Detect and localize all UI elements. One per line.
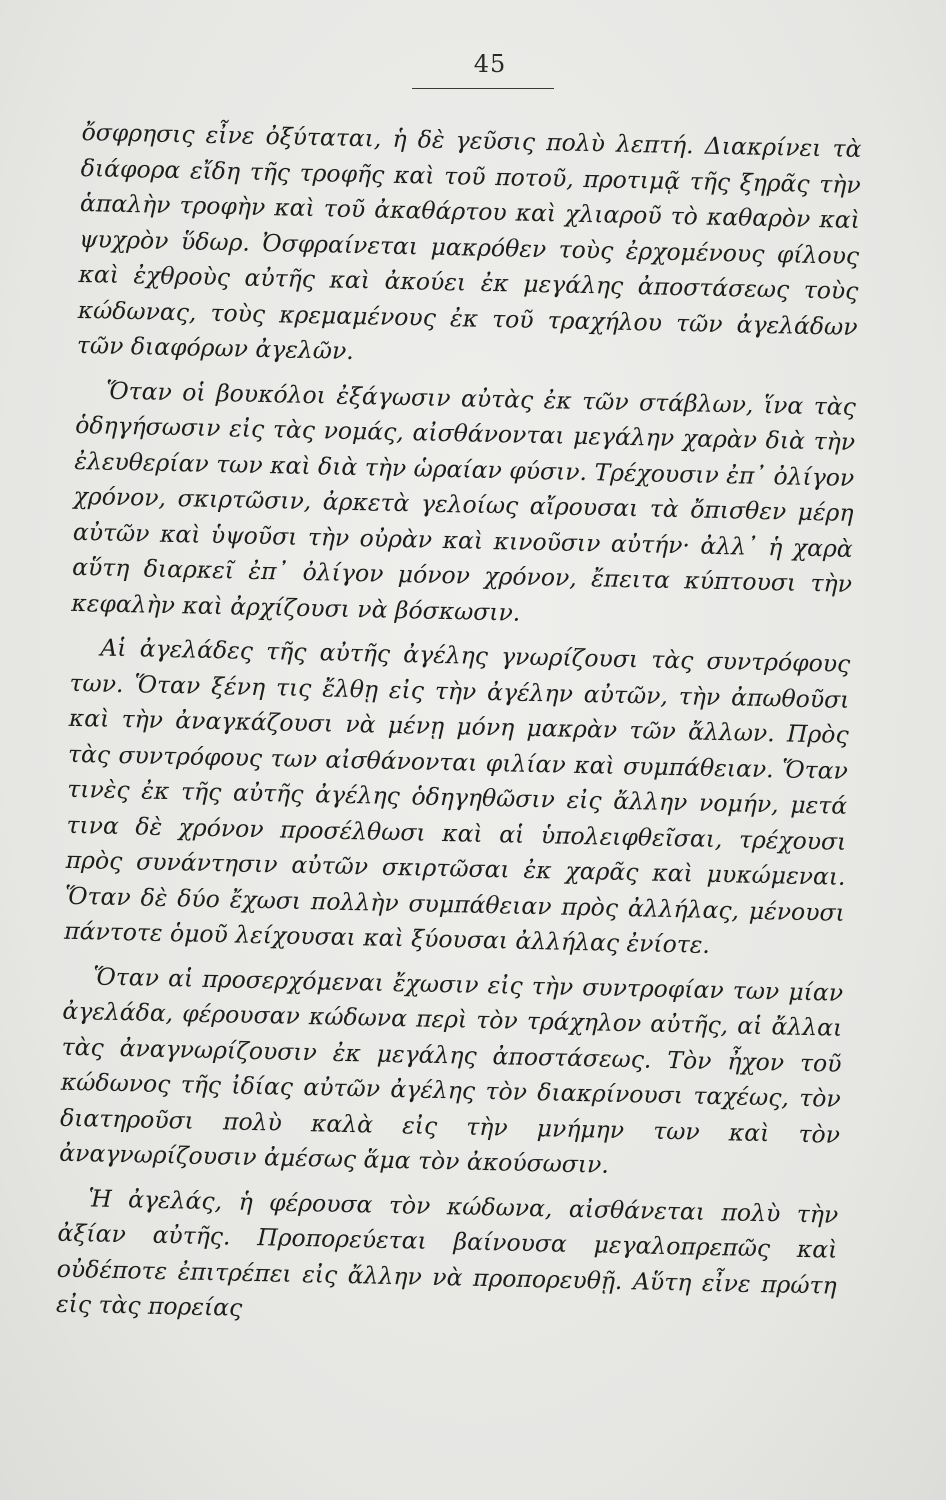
paragraph: Ὅταν οἱ βουκόλοι ἐξάγωσιν αὐτὰς ἐκ τῶν στάβλων, ἵνα τὰς ὁδηγήσωσιν εἰς τὰς νομάς, αἰσθάνονται μεγάλην χαρὰν διὰ τὴν ἐλευθερίαν των καὶ διὰ τὴν ὡραίαν φύσιν. Τρέχουσιν ἐπ᾽ ὀλίγον χρόνον, σκιρτῶσιν, ἀρκετὰ γελοίως αἴρουσαι τὰ ὄπισθεν μέρη αὐτῶν καὶ ὑψοῦσι τὴν οὐρὰν καὶ κινοῦσιν αὐτήν· ἀλλ᾽ ἡ χαρὰ αὕτη διαρκεῖ ἐπ᾽ ὀλίγον μόνον χρόνον, ἔπειτα κύπτουσι τὴν κεφαλὴν καὶ ἀρχίζουσι νὰ βόσκωσιν.	[71, 376, 857, 627]
header-rule	[412, 88, 554, 89]
paragraph: Ὅταν αἱ προσερχόμεναι ἔχωσιν εἰς τὴν συντροφίαν των μίαν ἀγελάδα, φέρουσαν κώδωνα περὶ τὸν τράχηλον αὐτῆς, αἱ ἄλλαι τὰς ἀναγνωρίζουσιν ἐκ μεγάλης ἀποστάσεως. Τὸν ἦχον τοῦ κώδωνος τῆς ἰδίας αὐτῶν ἀγέλης τὸν διακρίνουσι ταχέως, τὸν διατηροῦσι πολὺ καλὰ εἰς τὴν μνήμην των καὶ τὸν ἀναγνωρίζουσιν ἀμέσως ἅμα τὸν ἀκούσωσιν.	[59, 961, 844, 1179]
body-text	[55, 115, 861, 1348]
paragraph: ὄσφρησις εἶνε ὀξύταται, ἡ δὲ γεῦσις πολὺ λεπτή. Διακρίνει τὰ διάφορα εἴδη τῆς τροφῆς καὶ τοῦ ποτοῦ, προτιμᾷ τῆς ξηρᾶς τὴν ἁπαλὴν τροφὴν καὶ τοῦ ἀκαθάρτου καὶ χλιαροῦ τὸ καθαρὸν καὶ ψυχρὸν ὕδωρ. Ὀσφραίνεται μακρόθεν τοὺς ἐρχομένους φίλους καὶ ἐχθροὺς αὐτῆς καὶ ἀκούει ἐκ μεγάλης ἀποστάσεως τοὺς κώδωνας, τοὺς κρεμαμένους ἐκ τοῦ τραχήλου τῶν ἀγελάδων τῶν διαφόρων ἀγελῶν.	[76, 117, 862, 365]
page-number: 45	[473, 50, 507, 78]
paragraph: Ἡ ἀγελάς, ἡ φέρουσα τὸν κώδωνα, αἰσθάνεται πολὺ τὴν ἀξίαν αὐτῆς. Προπορεύεται βαίνουσα μεγαλοπρεπῶς καὶ οὐδέποτε ἐπιτρέπει εἰς ἄλλην νὰ προπορευθῇ. Αὕτη εἶνε πρώτη εἰς τὰς πορείας	[55, 1183, 839, 1322]
paragraph: Αἱ ἀγελάδες τῆς αὐτῆς ἀγέλης γνωρίζουσι τὰς συντρόφους των. Ὅταν ξένη τις ἔλθῃ εἰς τὴν ἀγέλην αὐτῶν, τὴν ἀπωθοῦσι καὶ τὴν ἀναγκάζουσι νὰ μένῃ μόνη μακρὰν τῶν ἄλλων. Πρὸς τὰς συντρόφους των αἰσθάνονται φιλίαν καὶ συμπάθειαν. Ὅταν τινὲς ἐκ τῆς αὐτῆς ἀγέλης ὁδηγηθῶσιν εἰς ἄλλην νομήν, μετά τινα δὲ χρόνον προσέλθωσι καὶ αἱ ὑπολειφθεῖσαι, τρέχουσι πρὸς συνάντησιν αὐτῶν σκιρτῶσαι ἐκ χαρᾶς καὶ μυκώμεναι. Ὅταν δὲ δύο ἔχωσι πολλὴν συμπάθειαν πρὸς ἀλλήλας, μένουσι πάντοτε ὁμοῦ λείχουσαι καὶ ξύουσαι ἀλλήλας ἐνίοτε.	[63, 633, 851, 959]
